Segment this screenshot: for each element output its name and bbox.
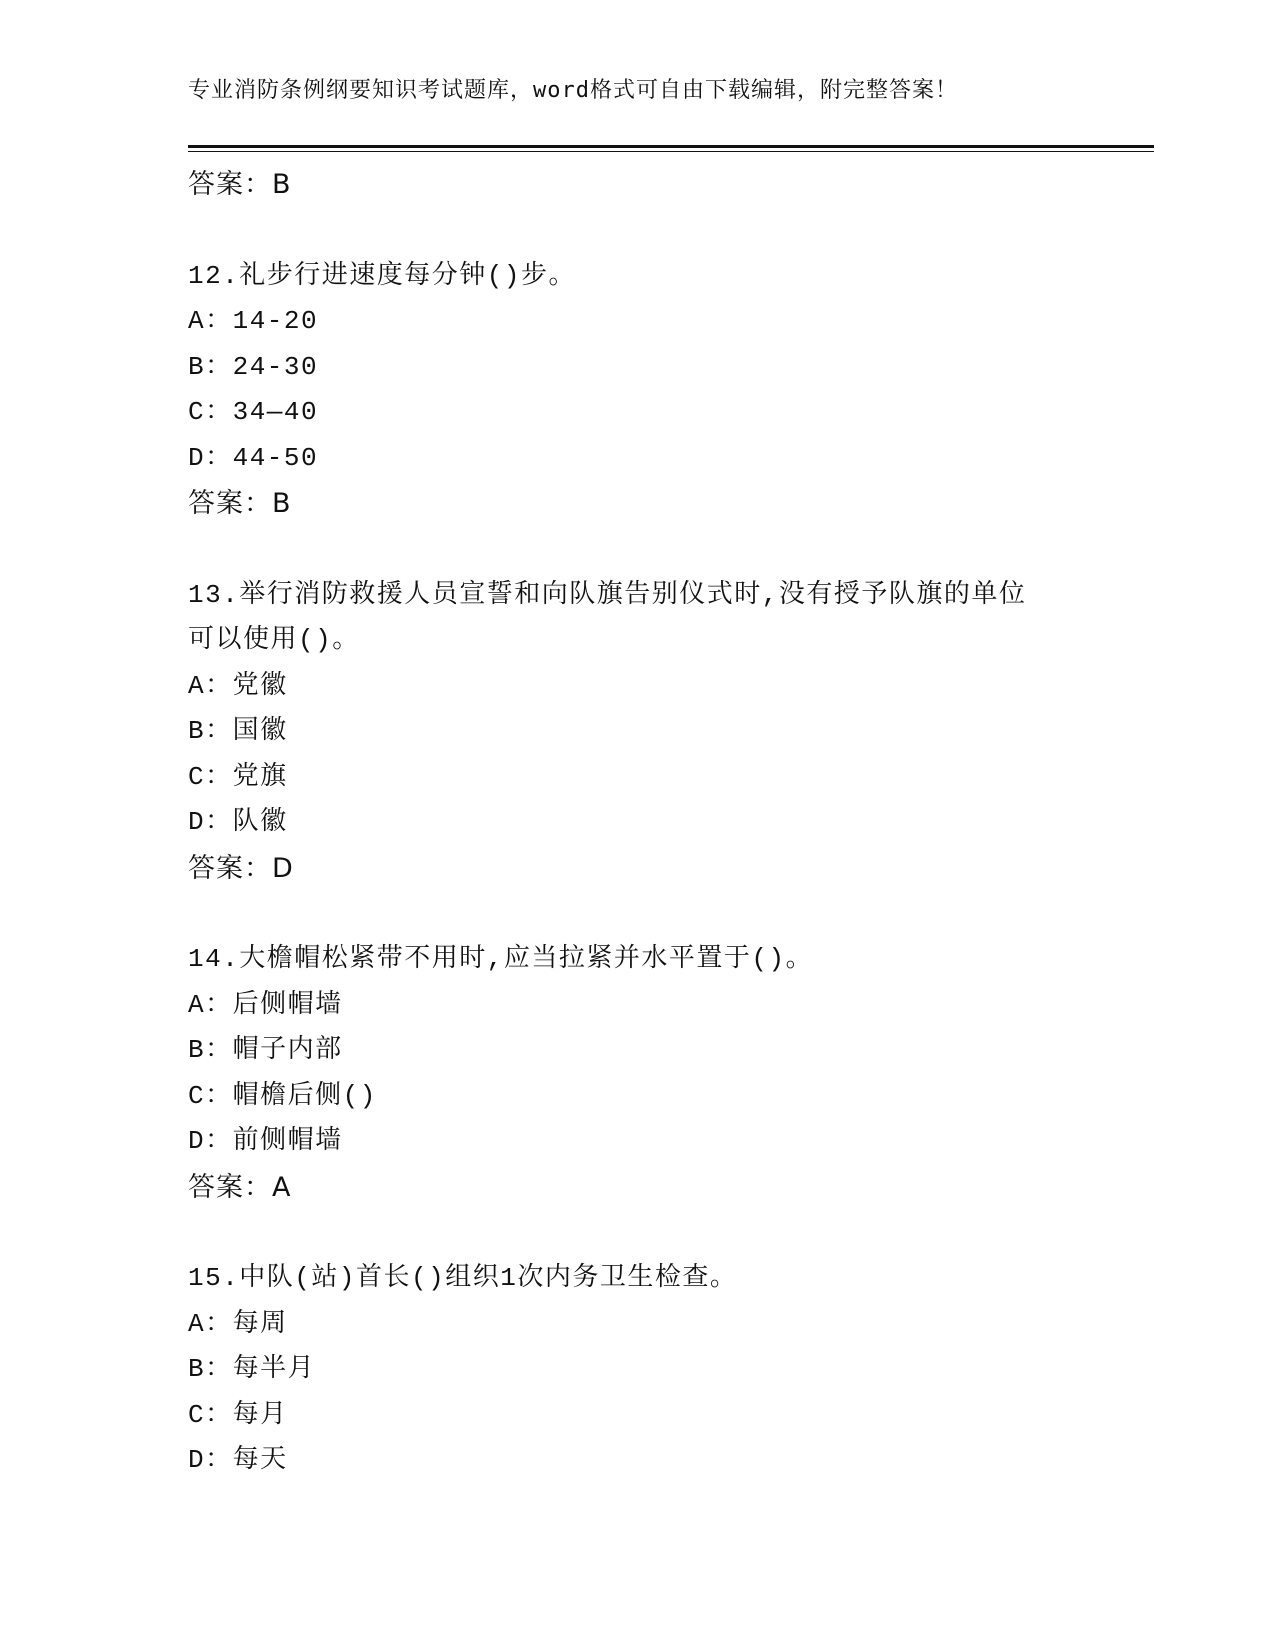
option-c: C：每月 bbox=[188, 1399, 288, 1430]
question-text: 13.举行消防救援人员宣誓和向队旗告别仪式时,没有授予队旗的单位 bbox=[188, 579, 1027, 610]
option-a: A：14-20 bbox=[188, 306, 319, 336]
option-d: D：队徽 bbox=[188, 807, 288, 837]
option-a: A：后侧帽墙 bbox=[188, 989, 343, 1020]
question-text: 12.礼步行进速度每分钟()步。 bbox=[188, 260, 577, 291]
answer-line: 答案：A bbox=[188, 1171, 292, 1203]
option-b: B：国徽 bbox=[188, 716, 288, 746]
option-c: C：34—40 bbox=[188, 397, 319, 427]
option-c: C：帽檐后侧() bbox=[188, 1080, 377, 1111]
question-block bbox=[188, 937, 1148, 1210]
page-header: 专业消防条例纲要知识考试题库，word格式可自由下载编辑，附完整答案！ bbox=[188, 78, 958, 103]
header-rule-thick bbox=[188, 145, 1154, 148]
question-block bbox=[188, 573, 1148, 892]
question-block bbox=[188, 1256, 1148, 1484]
option-a: A：每周 bbox=[188, 1308, 288, 1339]
answer-line: 答案：B bbox=[188, 169, 292, 200]
option-a: A：党徽 bbox=[188, 670, 288, 701]
answer-line: 答案：B bbox=[188, 488, 292, 519]
option-c: C：党旗 bbox=[188, 761, 288, 792]
header-rule-thin bbox=[188, 151, 1154, 152]
answer-line: 答案：D bbox=[188, 852, 294, 884]
option-b: B：每半月 bbox=[188, 1354, 316, 1384]
question-text: 15.中队(站)首长()组织1次内务卫生检查。 bbox=[188, 1263, 738, 1293]
question-text-continued: 可以使用()。 bbox=[188, 625, 360, 655]
option-b: B：24-30 bbox=[188, 351, 319, 382]
question-block bbox=[188, 254, 1148, 527]
option-d: D：前侧帽墙 bbox=[188, 1126, 343, 1156]
option-b: B：帽子内部 bbox=[188, 1035, 343, 1065]
option-d: D：44-50 bbox=[188, 442, 319, 473]
option-d: D：每天 bbox=[188, 1445, 288, 1475]
question-text: 14.大檐帽松紧带不用时,应当拉紧并水平置于()。 bbox=[188, 944, 814, 974]
question-list bbox=[188, 162, 1148, 1484]
